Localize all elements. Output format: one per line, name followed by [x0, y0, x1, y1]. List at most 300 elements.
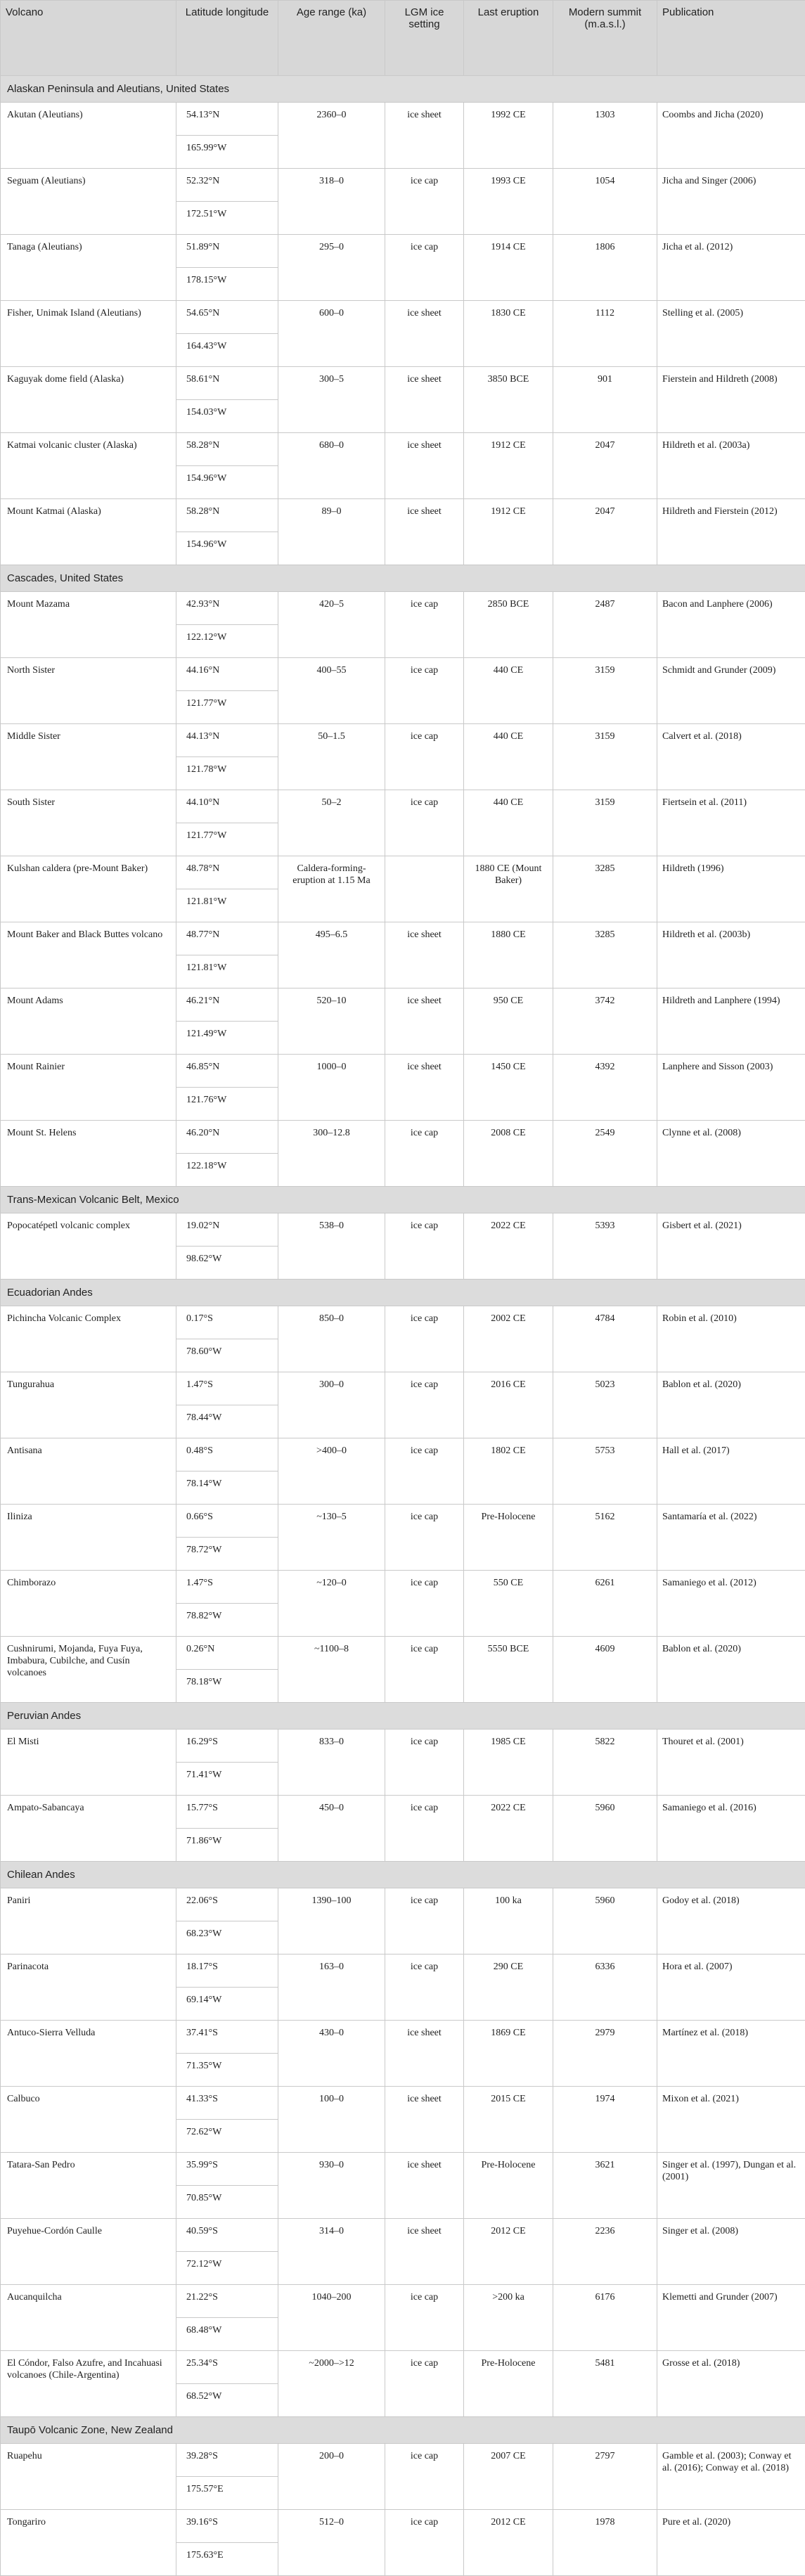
publication: Fierstein and Hildreth (2008) [657, 367, 805, 433]
modern-summit: 1806 [553, 235, 657, 301]
age-range: ~120–0 [278, 1571, 385, 1637]
publication: Hildreth (1996) [657, 856, 805, 922]
table-row [1, 2021, 805, 2054]
table-row [1, 922, 805, 955]
header-lgm: LGM ice setting [385, 1, 464, 76]
lgm-ice-setting: ice cap [385, 2444, 464, 2510]
longitude: 72.62°W [176, 2120, 278, 2153]
volcano-name: El Misti [1, 1730, 176, 1796]
volcano-name: Kaguyak dome field (Alaska) [1, 367, 176, 433]
publication: Hall et al. (2017) [657, 1438, 805, 1505]
modern-summit: 5393 [553, 1213, 657, 1280]
longitude: 121.81°W [176, 955, 278, 988]
longitude: 121.78°W [176, 757, 278, 790]
age-range: 430–0 [278, 2021, 385, 2087]
lgm-ice-setting: ice sheet [385, 433, 464, 499]
section-title: Trans-Mexican Volcanic Belt, Mexico [1, 1187, 805, 1213]
publication: Martínez et al. (2018) [657, 2021, 805, 2087]
age-range: 512–0 [278, 2510, 385, 2576]
longitude: 71.35°W [176, 2054, 278, 2087]
volcano-name: South Sister [1, 790, 176, 856]
lgm-ice-setting: ice sheet [385, 499, 464, 565]
lgm-ice-setting: ice cap [385, 1213, 464, 1280]
volcano-name: Parinacota [1, 1954, 176, 2021]
modern-summit: 3742 [553, 988, 657, 1055]
lgm-ice-setting: ice cap [385, 2285, 464, 2351]
section-row [1, 1703, 805, 1730]
volcano-name: Ruapehu [1, 2444, 176, 2510]
publication: Hora et al. (2007) [657, 1954, 805, 2021]
lgm-ice-setting: ice sheet [385, 301, 464, 367]
latitude: 41.33°S [176, 2087, 278, 2120]
publication: Samaniego et al. (2012) [657, 1571, 805, 1637]
latitude: 44.10°N [176, 790, 278, 823]
age-range: Caldera-forming-eruption at 1.15 Ma [278, 856, 385, 922]
modern-summit: 2487 [553, 592, 657, 658]
latitude: 1.47°S [176, 1571, 278, 1604]
modern-summit: 5960 [553, 1796, 657, 1862]
age-range: 850–0 [278, 1306, 385, 1372]
latitude: 52.32°N [176, 169, 278, 202]
table-row [1, 103, 805, 136]
last-eruption: >200 ka [464, 2285, 553, 2351]
longitude: 68.52°W [176, 2384, 278, 2417]
latitude: 35.99°S [176, 2153, 278, 2186]
age-range: ~2000–>12 [278, 2351, 385, 2417]
publication: Klemetti and Grunder (2007) [657, 2285, 805, 2351]
lgm-ice-setting: ice sheet [385, 2021, 464, 2087]
volcano-name: Kulshan caldera (pre-Mount Baker) [1, 856, 176, 922]
modern-summit: 2979 [553, 2021, 657, 2087]
age-range: 1390–100 [278, 1888, 385, 1954]
lgm-ice-setting: ice sheet [385, 103, 464, 169]
volcano-name: Calbuco [1, 2087, 176, 2153]
section-title: Taupō Volcanic Zone, New Zealand [1, 2417, 805, 2444]
last-eruption: 2022 CE [464, 1213, 553, 1280]
last-eruption: 3850 BCE [464, 367, 553, 433]
longitude: 72.12°W [176, 2252, 278, 2285]
table-row [1, 1372, 805, 1405]
age-range: 295–0 [278, 235, 385, 301]
last-eruption: 2016 CE [464, 1372, 553, 1438]
last-eruption: 440 CE [464, 658, 553, 724]
longitude: 78.14°W [176, 1471, 278, 1505]
age-range: 538–0 [278, 1213, 385, 1280]
modern-summit: 1112 [553, 301, 657, 367]
volcano-name: Iliniza [1, 1505, 176, 1571]
table-body [1, 76, 805, 2576]
last-eruption: Pre-Holocene [464, 2351, 553, 2417]
publication: Gisbert et al. (2021) [657, 1213, 805, 1280]
volcano-name: Mount Adams [1, 988, 176, 1055]
age-range: 318–0 [278, 169, 385, 235]
lgm-ice-setting: ice sheet [385, 367, 464, 433]
age-range: 300–0 [278, 1372, 385, 1438]
longitude: 154.96°W [176, 532, 278, 565]
last-eruption: 2850 BCE [464, 592, 553, 658]
section-title: Peruvian Andes [1, 1703, 805, 1730]
volcano-name: Paniri [1, 1888, 176, 1954]
lgm-ice-setting: ice sheet [385, 2087, 464, 2153]
publication: Hildreth et al. (2003a) [657, 433, 805, 499]
table-row [1, 235, 805, 268]
publication: Hildreth and Lanphere (1994) [657, 988, 805, 1055]
lgm-ice-setting: ice cap [385, 1637, 464, 1703]
latitude: 42.93°N [176, 592, 278, 625]
last-eruption: 440 CE [464, 790, 553, 856]
last-eruption: 1450 CE [464, 1055, 553, 1121]
volcano-name: Akutan (Aleutians) [1, 103, 176, 169]
latitude: 15.77°S [176, 1796, 278, 1829]
latitude: 58.61°N [176, 367, 278, 400]
volcano-name: Seguam (Aleutians) [1, 169, 176, 235]
latitude: 46.21°N [176, 988, 278, 1022]
publication: Santamaría et al. (2022) [657, 1505, 805, 1571]
longitude: 165.99°W [176, 136, 278, 169]
modern-summit: 1978 [553, 2510, 657, 2576]
longitude: 178.15°W [176, 268, 278, 301]
age-range: 680–0 [278, 433, 385, 499]
longitude: 172.51°W [176, 202, 278, 235]
age-range: 163–0 [278, 1954, 385, 2021]
longitude: 164.43°W [176, 334, 278, 367]
age-range: 300–5 [278, 367, 385, 433]
table-row [1, 169, 805, 202]
publication: Bablon et al. (2020) [657, 1637, 805, 1703]
age-range: >400–0 [278, 1438, 385, 1505]
table-row [1, 1505, 805, 1538]
table-row [1, 1213, 805, 1247]
lgm-ice-setting: ice cap [385, 1796, 464, 1862]
table-header [1, 1, 805, 76]
last-eruption: Pre-Holocene [464, 1505, 553, 1571]
last-eruption: 1830 CE [464, 301, 553, 367]
latitude: 58.28°N [176, 433, 278, 466]
last-eruption: Pre-Holocene [464, 2153, 553, 2219]
last-eruption: 1802 CE [464, 1438, 553, 1505]
header-publication: Publication [657, 1, 805, 76]
modern-summit: 3285 [553, 856, 657, 922]
volcano-name: Mount St. Helens [1, 1121, 176, 1187]
publication: Fiertsein et al. (2011) [657, 790, 805, 856]
modern-summit: 4609 [553, 1637, 657, 1703]
latitude: 18.17°S [176, 1954, 278, 1988]
age-range: ~1100–8 [278, 1637, 385, 1703]
publication: Bacon and Lanphere (2006) [657, 592, 805, 658]
publication: Pure et al. (2020) [657, 2510, 805, 2576]
table-row [1, 1438, 805, 1471]
longitude: 121.81°W [176, 889, 278, 922]
longitude: 154.96°W [176, 466, 278, 499]
longitude: 98.62°W [176, 1247, 278, 1280]
section-row [1, 1187, 805, 1213]
modern-summit: 5023 [553, 1372, 657, 1438]
modern-summit: 5753 [553, 1438, 657, 1505]
lgm-ice-setting: ice sheet [385, 988, 464, 1055]
longitude: 78.18°W [176, 1670, 278, 1703]
section-row [1, 2417, 805, 2444]
lgm-ice-setting: ice sheet [385, 922, 464, 988]
modern-summit: 3621 [553, 2153, 657, 2219]
volcano-name: Tatara-San Pedro [1, 2153, 176, 2219]
publication: Samaniego et al. (2016) [657, 1796, 805, 1862]
volcano-name: Tungurahua [1, 1372, 176, 1438]
section-title: Cascades, United States [1, 565, 805, 592]
age-range: 420–5 [278, 592, 385, 658]
table-row [1, 1730, 805, 1763]
modern-summit: 5822 [553, 1730, 657, 1796]
modern-summit: 3285 [553, 922, 657, 988]
last-eruption: 1869 CE [464, 2021, 553, 2087]
volcano-name: Cushnirumi, Mojanda, Fuya Fuya, Imbabura, Cubilche, and Cusín volcanoes [1, 1637, 176, 1703]
table-row [1, 1954, 805, 1988]
publication: Hildreth and Fierstein (2012) [657, 499, 805, 565]
last-eruption: 440 CE [464, 724, 553, 790]
lgm-ice-setting: ice cap [385, 1306, 464, 1372]
publication: Jicha and Singer (2006) [657, 169, 805, 235]
last-eruption: 2012 CE [464, 2219, 553, 2285]
age-range: 2360–0 [278, 103, 385, 169]
longitude: 78.60°W [176, 1339, 278, 1372]
last-eruption: 2015 CE [464, 2087, 553, 2153]
longitude: 78.82°W [176, 1604, 278, 1637]
volcano-name: Chimborazo [1, 1571, 176, 1637]
lgm-ice-setting: ice cap [385, 2510, 464, 2576]
longitude: 71.86°W [176, 1829, 278, 1862]
volcano-name: Mount Baker and Black Buttes volcano [1, 922, 176, 988]
age-range: 89–0 [278, 499, 385, 565]
last-eruption: 1992 CE [464, 103, 553, 169]
volcano-name: North Sister [1, 658, 176, 724]
volcano-name: Mount Rainier [1, 1055, 176, 1121]
latitude: 40.59°S [176, 2219, 278, 2252]
longitude: 175.63°E [176, 2543, 278, 2576]
volcano-name: Puyehue-Cordón Caulle [1, 2219, 176, 2285]
modern-summit: 4392 [553, 1055, 657, 1121]
age-range: 1040–200 [278, 2285, 385, 2351]
latitude: 51.89°N [176, 235, 278, 268]
volcano-name: Fisher, Unimak Island (Aleutians) [1, 301, 176, 367]
publication: Singer et al. (1997), Dungan et al. (2001) [657, 2153, 805, 2219]
table-row [1, 1637, 805, 1670]
publication: Calvert et al. (2018) [657, 724, 805, 790]
age-range: 930–0 [278, 2153, 385, 2219]
table-row [1, 2087, 805, 2120]
volcano-name: Antisana [1, 1438, 176, 1505]
table-row [1, 2285, 805, 2318]
volcano-name: Antuco-Sierra Velluda [1, 2021, 176, 2087]
table-row [1, 499, 805, 532]
last-eruption: 950 CE [464, 988, 553, 1055]
modern-summit: 1054 [553, 169, 657, 235]
age-range: 450–0 [278, 1796, 385, 1862]
latitude: 39.28°S [176, 2444, 278, 2477]
lgm-ice-setting: ice cap [385, 790, 464, 856]
lgm-ice-setting: ice cap [385, 1730, 464, 1796]
last-eruption: 550 CE [464, 1571, 553, 1637]
latitude: 21.22°S [176, 2285, 278, 2318]
publication: Stelling et al. (2005) [657, 301, 805, 367]
age-range: 100–0 [278, 2087, 385, 2153]
age-range: 400–55 [278, 658, 385, 724]
longitude: 68.23°W [176, 1921, 278, 1954]
publication: Godoy et al. (2018) [657, 1888, 805, 1954]
section-row [1, 1862, 805, 1888]
longitude: 175.57°E [176, 2477, 278, 2510]
latitude: 37.41°S [176, 2021, 278, 2054]
lgm-ice-setting: ice cap [385, 1888, 464, 1954]
age-range: 314–0 [278, 2219, 385, 2285]
table-row [1, 433, 805, 466]
age-range: 600–0 [278, 301, 385, 367]
publication: Thouret et al. (2001) [657, 1730, 805, 1796]
modern-summit: 3159 [553, 658, 657, 724]
longitude: 154.03°W [176, 400, 278, 433]
last-eruption: 290 CE [464, 1954, 553, 2021]
latitude: 0.66°S [176, 1505, 278, 1538]
last-eruption: 1914 CE [464, 235, 553, 301]
latitude: 54.65°N [176, 301, 278, 334]
modern-summit: 1303 [553, 103, 657, 169]
section-title: Alaskan Peninsula and Aleutians, United States [1, 76, 805, 103]
table-row [1, 2444, 805, 2477]
section-row [1, 76, 805, 103]
table-row [1, 2510, 805, 2543]
longitude: 121.49°W [176, 1022, 278, 1055]
publication: Schmidt and Grunder (2009) [657, 658, 805, 724]
age-range: 50–1.5 [278, 724, 385, 790]
last-eruption: 1912 CE [464, 499, 553, 565]
last-eruption: 2008 CE [464, 1121, 553, 1187]
table-row [1, 1571, 805, 1604]
lgm-ice-setting: ice sheet [385, 2219, 464, 2285]
lgm-ice-setting: ice cap [385, 658, 464, 724]
modern-summit: 901 [553, 367, 657, 433]
publication: Robin et al. (2010) [657, 1306, 805, 1372]
modern-summit: 5162 [553, 1505, 657, 1571]
lgm-ice-setting: ice cap [385, 1954, 464, 2021]
publication: Clynne et al. (2008) [657, 1121, 805, 1187]
header-latlon: Latitude longitude [176, 1, 278, 76]
table-row [1, 856, 805, 889]
age-range: 833–0 [278, 1730, 385, 1796]
latitude: 58.28°N [176, 499, 278, 532]
header-last-eruption: Last eruption [464, 1, 553, 76]
last-eruption: 1880 CE [464, 922, 553, 988]
longitude: 78.72°W [176, 1538, 278, 1571]
latitude: 0.26°N [176, 1637, 278, 1670]
table-row [1, 1888, 805, 1921]
volcano-name: Aucanquilcha [1, 2285, 176, 2351]
longitude: 122.12°W [176, 625, 278, 658]
modern-summit: 6176 [553, 2285, 657, 2351]
table-row [1, 724, 805, 757]
age-range: 200–0 [278, 2444, 385, 2510]
longitude: 121.77°W [176, 823, 278, 856]
lgm-ice-setting: ice cap [385, 2351, 464, 2417]
table-row [1, 367, 805, 400]
longitude: 70.85°W [176, 2186, 278, 2219]
publication: Hildreth et al. (2003b) [657, 922, 805, 988]
lgm-ice-setting: ice cap [385, 235, 464, 301]
last-eruption: 1993 CE [464, 169, 553, 235]
modern-summit: 2047 [553, 433, 657, 499]
table-row [1, 1121, 805, 1154]
table-row [1, 790, 805, 823]
latitude: 1.47°S [176, 1372, 278, 1405]
modern-summit: 3159 [553, 790, 657, 856]
modern-summit: 2797 [553, 2444, 657, 2510]
last-eruption: 1912 CE [464, 433, 553, 499]
lgm-ice-setting: ice cap [385, 1438, 464, 1505]
longitude: 68.48°W [176, 2318, 278, 2351]
modern-summit: 6261 [553, 1571, 657, 1637]
longitude: 122.18°W [176, 1154, 278, 1187]
age-range: 1000–0 [278, 1055, 385, 1121]
last-eruption: 1985 CE [464, 1730, 553, 1796]
table-row [1, 2153, 805, 2186]
latitude: 19.02°N [176, 1213, 278, 1247]
modern-summit: 5960 [553, 1888, 657, 1954]
age-range: 495–6.5 [278, 922, 385, 988]
volcano-name: Ampato-Sabancaya [1, 1796, 176, 1862]
publication: Singer et al. (2008) [657, 2219, 805, 2285]
section-row [1, 1280, 805, 1306]
last-eruption: 2002 CE [464, 1306, 553, 1372]
table-row [1, 988, 805, 1022]
volcano-name: Mount Mazama [1, 592, 176, 658]
last-eruption: 2022 CE [464, 1796, 553, 1862]
table-row [1, 301, 805, 334]
header-age: Age range (ka) [278, 1, 385, 76]
lgm-ice-setting: ice cap [385, 1505, 464, 1571]
latitude: 54.13°N [176, 103, 278, 136]
table-row [1, 592, 805, 625]
latitude: 44.13°N [176, 724, 278, 757]
section-title: Ecuadorian Andes [1, 1280, 805, 1306]
lgm-ice-setting: ice cap [385, 724, 464, 790]
latitude: 0.17°S [176, 1306, 278, 1339]
publication: Jicha et al. (2012) [657, 235, 805, 301]
publication: Coombs and Jicha (2020) [657, 103, 805, 169]
longitude: 121.76°W [176, 1088, 278, 1121]
volcano-name: Middle Sister [1, 724, 176, 790]
table-row [1, 1055, 805, 1088]
latitude: 0.48°S [176, 1438, 278, 1471]
last-eruption: 2012 CE [464, 2510, 553, 2576]
latitude: 46.20°N [176, 1121, 278, 1154]
modern-summit: 4784 [553, 1306, 657, 1372]
volcano-name: Katmai volcanic cluster (Alaska) [1, 433, 176, 499]
longitude: 78.44°W [176, 1405, 278, 1438]
table-row [1, 1796, 805, 1829]
publication: Gamble et al. (2003); Conway et al. (2016); Conway et al. (2018) [657, 2444, 805, 2510]
lgm-ice-setting: ice cap [385, 592, 464, 658]
longitude: 69.14°W [176, 1988, 278, 2021]
volcano-name: El Cóndor, Falso Azufre, and Incahuasi volcanoes (Chile-Argentina) [1, 2351, 176, 2417]
volcano-name: Mount Katmai (Alaska) [1, 499, 176, 565]
last-eruption: 5550 BCE [464, 1637, 553, 1703]
header-summit: Modern summit (m.a.s.l.) [553, 1, 657, 76]
latitude: 25.34°S [176, 2351, 278, 2384]
modern-summit: 2047 [553, 499, 657, 565]
lgm-ice-setting: ice cap [385, 1372, 464, 1438]
header-volcano: Volcano [1, 1, 176, 76]
modern-summit: 5481 [553, 2351, 657, 2417]
publication: Lanphere and Sisson (2003) [657, 1055, 805, 1121]
table-row [1, 2219, 805, 2252]
longitude: 121.77°W [176, 691, 278, 724]
